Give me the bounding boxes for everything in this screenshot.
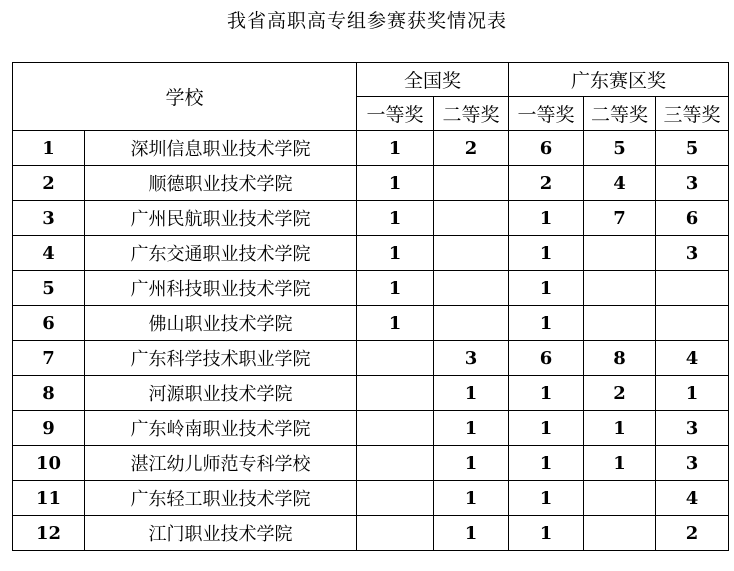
- header-row-1: [13, 63, 729, 97]
- regional-second-count: 7: [584, 201, 656, 236]
- regional-first-count: 1: [509, 236, 584, 271]
- header-school: 学校: [13, 63, 357, 131]
- table-row: [13, 131, 729, 166]
- regional-third-count: 2: [656, 516, 729, 551]
- regional-first-count: 1: [509, 516, 584, 551]
- regional-second-count: 4: [584, 166, 656, 201]
- row-index: 10: [13, 446, 85, 481]
- regional-second-count: [584, 306, 656, 341]
- national-second-count: 1: [434, 516, 509, 551]
- national-second-count: 1: [434, 411, 509, 446]
- national-first-count: [357, 516, 434, 551]
- row-index: 5: [13, 271, 85, 306]
- regional-first-count: 6: [509, 131, 584, 166]
- awards-table: [12, 62, 729, 551]
- regional-second-count: 2: [584, 376, 656, 411]
- row-index: 3: [13, 201, 85, 236]
- regional-third-count: 3: [656, 166, 729, 201]
- national-first-count: 1: [357, 201, 434, 236]
- school-name: 佛山职业技术学院: [85, 306, 357, 341]
- regional-third-count: 1: [656, 376, 729, 411]
- regional-second-count: 1: [584, 411, 656, 446]
- row-index: 7: [13, 341, 85, 376]
- regional-first-count: 1: [509, 481, 584, 516]
- header-regional-third: 三等奖: [656, 97, 729, 131]
- national-first-count: 1: [357, 306, 434, 341]
- national-first-count: 1: [357, 166, 434, 201]
- table-row: [13, 446, 729, 481]
- national-first-count: [357, 411, 434, 446]
- national-first-count: 1: [357, 131, 434, 166]
- row-index: 4: [13, 236, 85, 271]
- school-name: 湛江幼儿师范专科学校: [85, 446, 357, 481]
- national-first-count: [357, 341, 434, 376]
- header-regional-second: 二等奖: [584, 97, 656, 131]
- regional-second-count: [584, 481, 656, 516]
- national-first-count: 1: [357, 236, 434, 271]
- regional-second-count: [584, 236, 656, 271]
- national-second-count: 1: [434, 376, 509, 411]
- regional-third-count: 5: [656, 131, 729, 166]
- regional-second-count: 8: [584, 341, 656, 376]
- regional-first-count: 1: [509, 201, 584, 236]
- school-name: 广东轻工职业技术学院: [85, 481, 357, 516]
- table-row: [13, 201, 729, 236]
- regional-third-count: 4: [656, 481, 729, 516]
- table-row: [13, 376, 729, 411]
- regional-second-count: [584, 516, 656, 551]
- row-index: 9: [13, 411, 85, 446]
- national-second-count: [434, 236, 509, 271]
- row-index: 12: [13, 516, 85, 551]
- header-national-second: 二等奖: [434, 97, 509, 131]
- national-second-count: 1: [434, 446, 509, 481]
- table-row: [13, 236, 729, 271]
- national-second-count: 2: [434, 131, 509, 166]
- national-second-count: [434, 201, 509, 236]
- row-index: 8: [13, 376, 85, 411]
- header-regional: 广东赛区奖: [509, 63, 729, 97]
- row-index: 2: [13, 166, 85, 201]
- regional-third-count: [656, 271, 729, 306]
- regional-first-count: 1: [509, 306, 584, 341]
- school-name: 河源职业技术学院: [85, 376, 357, 411]
- regional-third-count: [656, 306, 729, 341]
- table-row: [13, 411, 729, 446]
- table-row: [13, 306, 729, 341]
- row-index: 11: [13, 481, 85, 516]
- school-name: 顺德职业技术学院: [85, 166, 357, 201]
- national-first-count: [357, 446, 434, 481]
- header-national-first: 一等奖: [357, 97, 434, 131]
- regional-first-count: 1: [509, 411, 584, 446]
- school-name: 广东岭南职业技术学院: [85, 411, 357, 446]
- table-row: [13, 271, 729, 306]
- regional-third-count: 3: [656, 446, 729, 481]
- header-regional-first: 一等奖: [509, 97, 584, 131]
- regional-second-count: 1: [584, 446, 656, 481]
- national-first-count: [357, 376, 434, 411]
- table-row: [13, 516, 729, 551]
- regional-third-count: 3: [656, 236, 729, 271]
- national-first-count: [357, 481, 434, 516]
- page-title: 我省高职高专组参赛获奖情况表: [226, 10, 507, 32]
- national-second-count: 1: [434, 481, 509, 516]
- regional-second-count: [584, 271, 656, 306]
- national-second-count: 3: [434, 341, 509, 376]
- regional-first-count: 1: [509, 446, 584, 481]
- row-index: 1: [13, 131, 85, 166]
- regional-third-count: 3: [656, 411, 729, 446]
- school-name: 广州科技职业技术学院: [85, 271, 357, 306]
- row-index: 6: [13, 306, 85, 341]
- national-second-count: [434, 306, 509, 341]
- school-name: 广东科学技术职业学院: [85, 341, 357, 376]
- regional-third-count: 4: [656, 341, 729, 376]
- table-row: [13, 341, 729, 376]
- national-second-count: [434, 166, 509, 201]
- table-row: [13, 481, 729, 516]
- table-row: [13, 166, 729, 201]
- school-name: 深圳信息职业技术学院: [85, 131, 357, 166]
- national-first-count: 1: [357, 271, 434, 306]
- regional-first-count: 6: [509, 341, 584, 376]
- national-second-count: [434, 271, 509, 306]
- regional-first-count: 2: [509, 166, 584, 201]
- regional-first-count: 1: [509, 376, 584, 411]
- regional-third-count: 6: [656, 201, 729, 236]
- regional-second-count: 5: [584, 131, 656, 166]
- school-name: 广州民航职业技术学院: [85, 201, 357, 236]
- regional-first-count: 1: [509, 271, 584, 306]
- school-name: 江门职业技术学院: [85, 516, 357, 551]
- header-national: 全国奖: [357, 63, 509, 97]
- school-name: 广东交通职业技术学院: [85, 236, 357, 271]
